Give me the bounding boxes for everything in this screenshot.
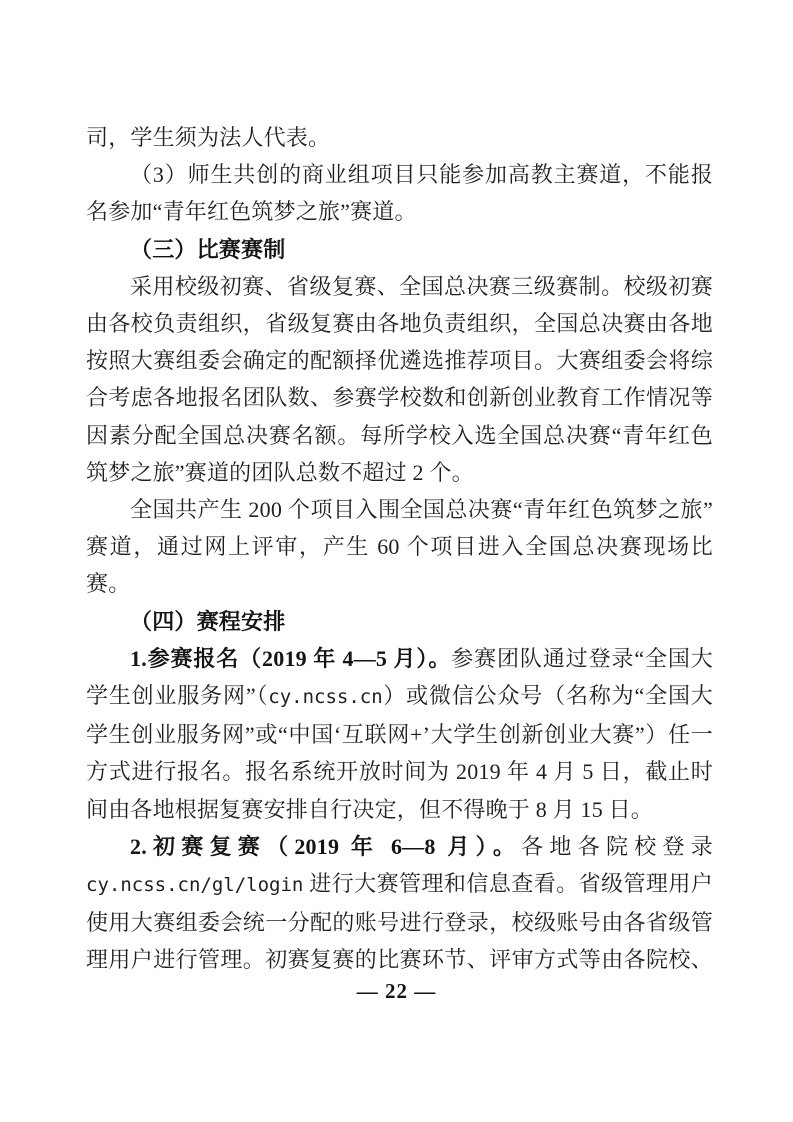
step1-text: 参赛团队通过登录“全国大学生创业服务网”（ bbox=[86, 645, 714, 709]
page-number: — 22 — bbox=[356, 979, 437, 1003]
step2-url-text: cy.ncss.cn/gl/login bbox=[86, 874, 304, 897]
paragraph-step2-preliminary bbox=[86, 828, 713, 979]
step1-bold-lead: 1.参赛报名（2019 年 4—5 月）。 bbox=[130, 645, 452, 671]
step2-text-continued: 进行大赛管理和信息查看。省级管理用户使用大赛组委会统一分配的账号进行登录，校级账号由各省级管理用户进行管理。初赛复赛的比赛环节、评审方式等由各院校、 bbox=[86, 871, 713, 973]
step2-text: 各地各院校登录 bbox=[521, 833, 713, 859]
paragraph-continuation: 司，学生须为法人代表。 bbox=[86, 125, 331, 150]
paragraph-item-3: （3）师生共创的商业组项目只能参加高教主赛道，不能报名参加“青年红色筑梦之旅”赛道。 bbox=[86, 162, 713, 225]
paragraph-competition-format: 采用校级初赛、省级复赛、全国总决赛三级赛制。校级初赛由各校负责组织，省级复赛由各地负责组织，全国总决赛由各地按照大赛组委会确定的配额择优遴选推荐项目。大赛组委会将综合考虑各地报名团队数、参赛学校数和创新创业教育工作情况等因素分配全国总决赛名额。每所学校入选全国总决赛“青年红色筑梦之旅”赛道的团队总数不超过 2 个。 bbox=[86, 273, 713, 485]
document-body bbox=[86, 119, 713, 979]
step1-text-continued: ）或微信公众号（名称为“全国大学生创业服务网”或“中国‘互联网+’大学生创新创业大赛”）任一方式进行报名。报名系统开放时间为 2019 年 4 月 5 日，截止时间由各地根据复赛安排自行决定，但不得晚于 8 月 15 日。 bbox=[86, 683, 713, 822]
paragraph-step1-registration bbox=[86, 640, 713, 828]
heading-section-3-competition-format: （三）比赛赛制 bbox=[130, 236, 286, 262]
step2-bold-lead: 2.初赛复赛（2019 年 6—8 月）。 bbox=[130, 833, 522, 859]
paragraph-finals-quota: 全国共产生 200 个项目入围全国总决赛“青年红色筑梦之旅”赛道，通过网上评审，产生 60 个项目进入全国总决赛现场比赛。 bbox=[86, 497, 713, 597]
step1-url-text: cy.ncss.cn bbox=[268, 686, 383, 709]
heading-section-4-schedule: （四）赛程安排 bbox=[130, 608, 286, 634]
